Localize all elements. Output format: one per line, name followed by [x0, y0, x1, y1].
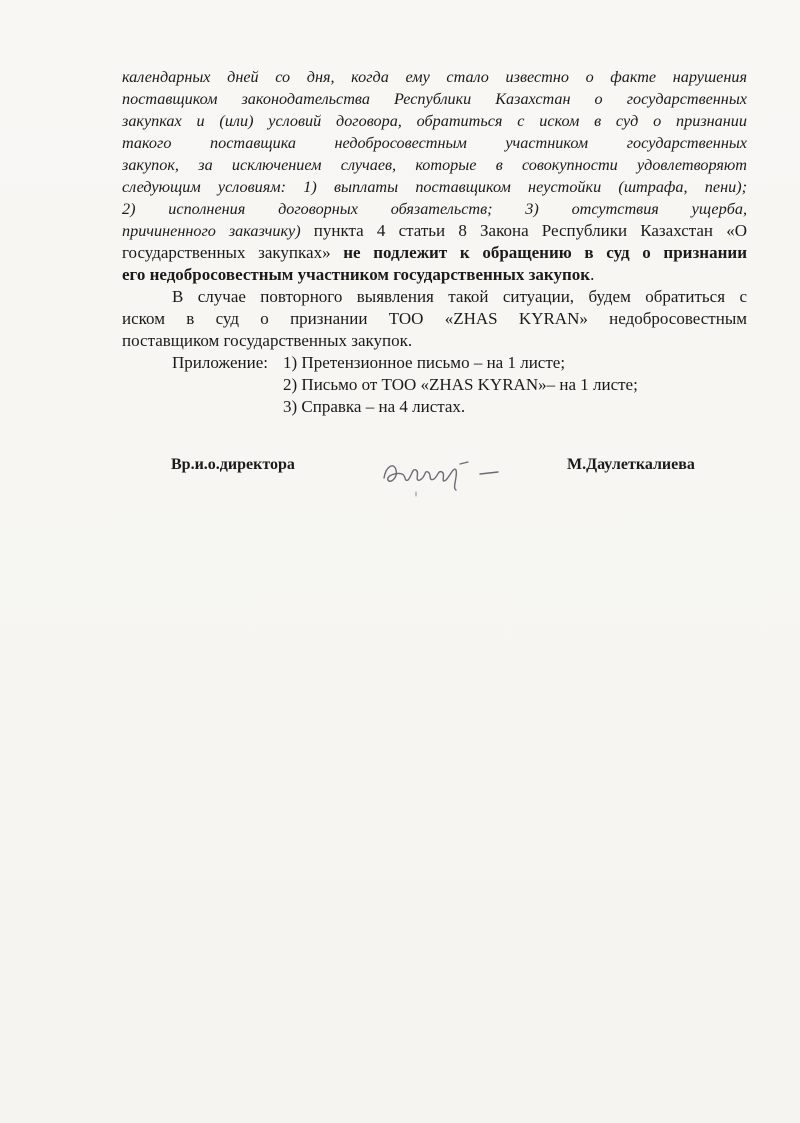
text-line: В случае повторного выявления такой ситуации, будем обратиться с	[172, 287, 747, 306]
text-line: календарных дней со дня, когда ему стало известно о факте нарушения	[122, 68, 747, 86]
text-line: закупок, за исключением случаев, которые в совокупности удовлетворяют	[122, 156, 747, 174]
text-line: поставщиком законодательства Республики Казахстан о государственных	[122, 90, 747, 108]
text-line-mixed	[122, 242, 747, 264]
handwritten-signature	[376, 444, 506, 504]
attachment-item: 2) Письмо от ТОО «ZHAS KYRAN»– на 1 листе;	[283, 375, 638, 394]
signatory-name: М.Даулеткалиева	[567, 456, 695, 473]
signature-block	[171, 456, 731, 496]
regular-fragment: государственных закупках»	[122, 243, 331, 262]
text-line-mixed	[122, 220, 747, 242]
letter-body	[122, 66, 747, 352]
text-line: поставщиком государственных закупок.	[122, 331, 413, 350]
signatory-title: Вр.и.о.директора	[171, 456, 295, 473]
regular-fragment: .	[590, 265, 595, 284]
text-line: иском в суд о признании ТОО «ZHAS KYRAN» недобросовестным	[122, 309, 747, 328]
regular-fragment: пункта 4 статьи 8 Закона Республики Казахстан «О	[300, 221, 747, 240]
text-line: следующим условиям: 1) выплаты поставщиком неустойки (штрафа, пени);	[122, 178, 747, 196]
attachment-item: 3) Справка – на 4 листах.	[283, 397, 466, 416]
bold-fragment: не подлежит к обращению в суд о признании	[330, 243, 747, 262]
attachment-item: 1) Претензионное письмо – на 1 листе;	[283, 353, 566, 372]
italic-fragment: причиненного заказчику)	[122, 222, 301, 240]
text-line: 2) исполнения договорных обязательств; 3) отсутствия ущерба,	[122, 200, 747, 218]
bold-fragment: его недобросовестным участником государственных закупок	[122, 265, 591, 284]
attachments-label: Приложение:	[172, 353, 268, 372]
text-line: закупках и (или) условий договора, обратиться с иском в суд о признании	[122, 112, 747, 130]
text-line: такого поставщика недобросовестным участником государственных	[122, 134, 747, 152]
text-line-mixed	[122, 264, 747, 286]
